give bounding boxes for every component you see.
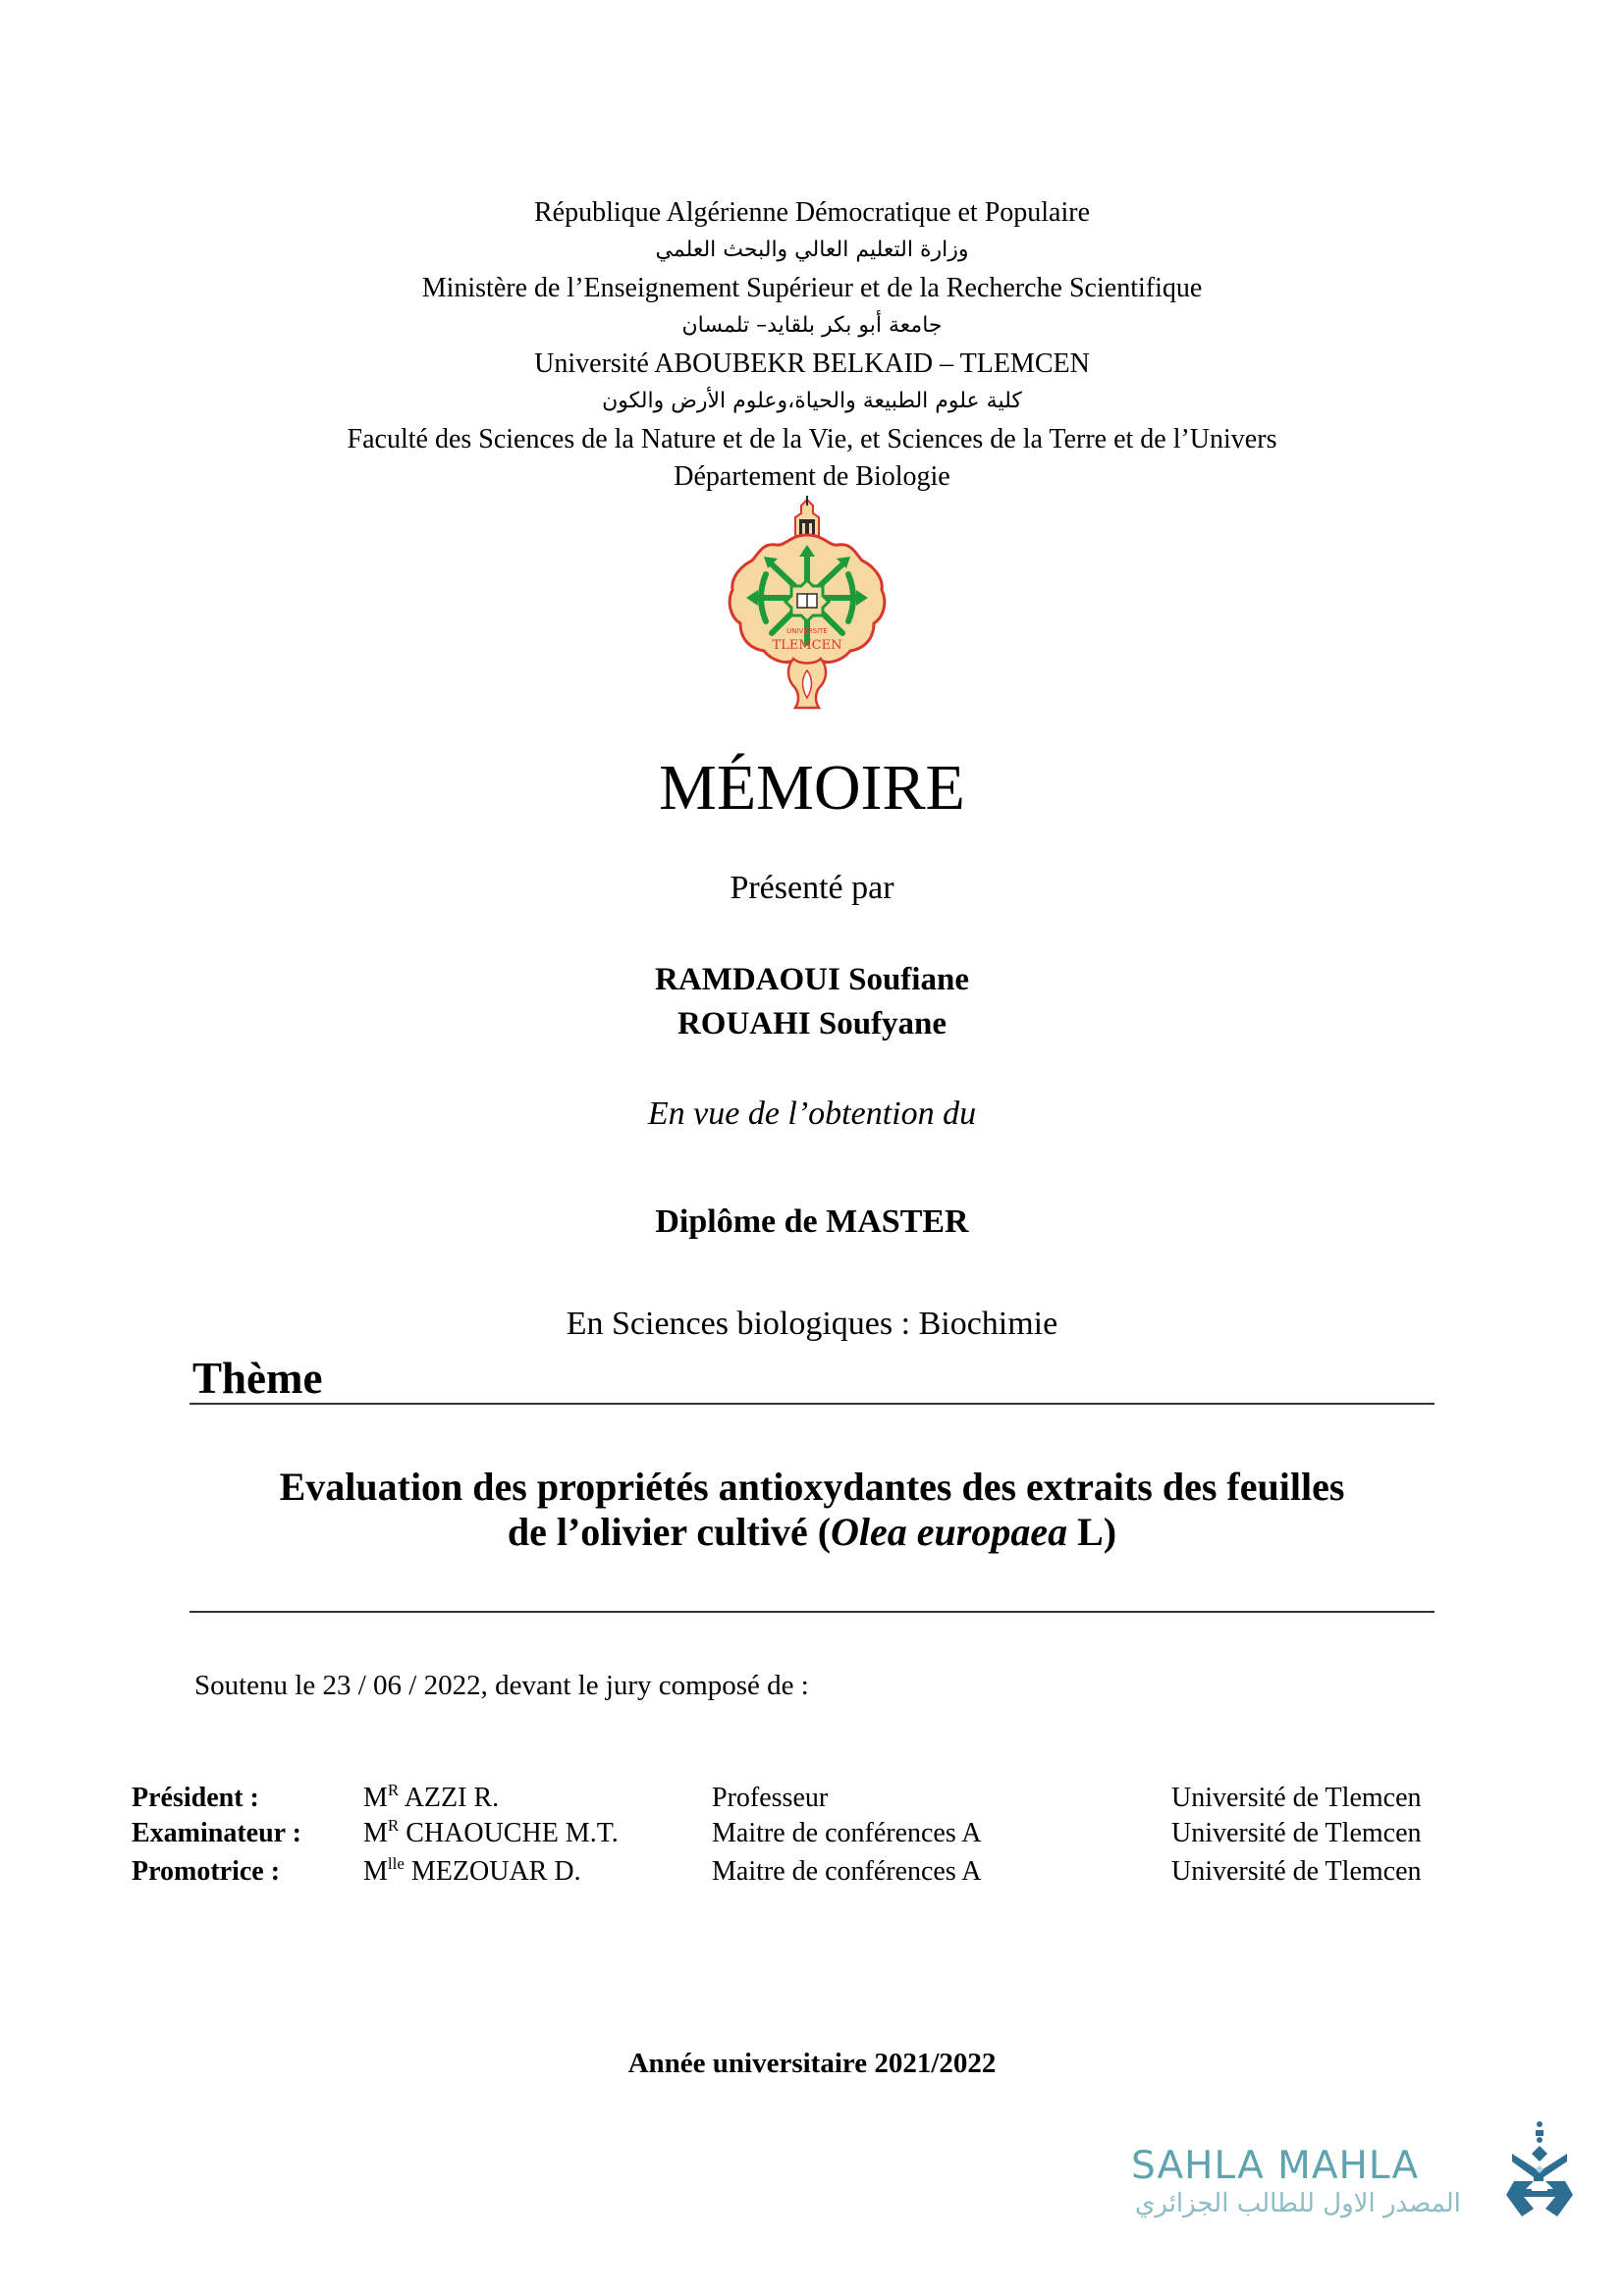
theme-top-rule	[189, 1403, 1435, 1405]
jury-row	[0, 1783, 1624, 1820]
sahla-mahla-watermark	[1129, 2120, 1581, 2228]
document-type: MÉMOIRE	[659, 752, 965, 824]
jury-grade: Professeur	[712, 1783, 829, 1813]
theme-label: Thème	[192, 1354, 323, 1403]
species-name: Olea europaea	[831, 1510, 1068, 1554]
header-ministry: Ministère de l’Enseignement Supérieur et de la Recherche Scientifique	[421, 273, 1203, 303]
university-logo	[727, 496, 889, 714]
sahla-mahla-logo-icon	[1504, 2120, 1575, 2218]
specialty-text: En Sciences biologiques : Biochimie	[566, 1306, 1058, 1342]
diploma-text: Diplôme de MASTER	[655, 1203, 969, 1240]
jury-university: Université de Tlemcen	[1171, 1783, 1422, 1813]
header-faculty: Faculté des Sciences de la Nature et de la Vie, et Sciences de la Terre et de l’Univers	[347, 424, 1277, 454]
jury-grade: Maitre de conférences A	[712, 1818, 982, 1848]
sahla-mahla-tagline: المصدر الاول للطالب الجزائري	[1135, 2189, 1461, 2218]
purpose-text: En vue de l’obtention du	[647, 1095, 977, 1132]
jury-name: $M^R$ AZZI R.	[363, 1781, 500, 1813]
header-ministry-ar: وزارة التعليم العالي والبحث العلمي	[655, 238, 969, 262]
jury-name: $M^R$ CHAOUCHE M.T.	[363, 1816, 619, 1848]
title-prefix: de l’olivier cultivé (	[507, 1510, 832, 1554]
academic-year: Année universitaire 2021/2022	[627, 2048, 997, 2079]
defense-date-text: Soutenu le 23 / 06 / 2022, devant le jury composé de :	[194, 1670, 809, 1701]
header-department: Département de Biologie	[674, 461, 950, 492]
jury-role: Examinateur :	[132, 1818, 301, 1848]
jury-row	[0, 1818, 1624, 1855]
logo-text-top: UNIVERSITE	[786, 627, 828, 635]
jury-name: $M^{lle}$ MEZOUAR D.	[363, 1854, 581, 1887]
sahla-mahla-brand: SAHLA MAHLA	[1131, 2144, 1420, 2188]
author-1: RAMDAOUI Soufiane	[655, 962, 969, 997]
thesis-title-line-2	[0, 1510, 1624, 1555]
header-university: Université ABOUBEKR BELKAID – TLEMCEN	[534, 348, 1090, 379]
thesis-title-line-1: Evaluation des propriétés antioxydantes des extraits des feuilles	[279, 1465, 1345, 1509]
header-university-ar: جامعة أبو بكر بلقايد– تلمسان	[681, 313, 943, 338]
thesis-title	[0, 1465, 1624, 1555]
jury-row	[0, 1856, 1624, 1894]
jury-role: Promotrice :	[132, 1856, 281, 1887]
jury-university: Université de Tlemcen	[1171, 1856, 1422, 1887]
title-suffix: L)	[1067, 1510, 1117, 1554]
author-2: ROUAHI Soufyane	[677, 1006, 947, 1041]
jury-university: Université de Tlemcen	[1171, 1818, 1422, 1848]
presented-by-label: Présenté par	[730, 870, 894, 906]
logo-text-bottom: TLEMCEN	[772, 638, 842, 653]
header-republic: République Algérienne Démocratique et Populaire	[533, 197, 1091, 228]
header-faculty-ar: كلية علوم الطبيعة والحياة،وعلوم الأرض والكون	[602, 389, 1022, 413]
jury-grade: Maitre de conférences A	[712, 1856, 982, 1887]
tlemcen-crest-icon	[727, 496, 889, 714]
jury-role: Président :	[132, 1783, 259, 1813]
theme-bottom-rule	[189, 1611, 1435, 1613]
